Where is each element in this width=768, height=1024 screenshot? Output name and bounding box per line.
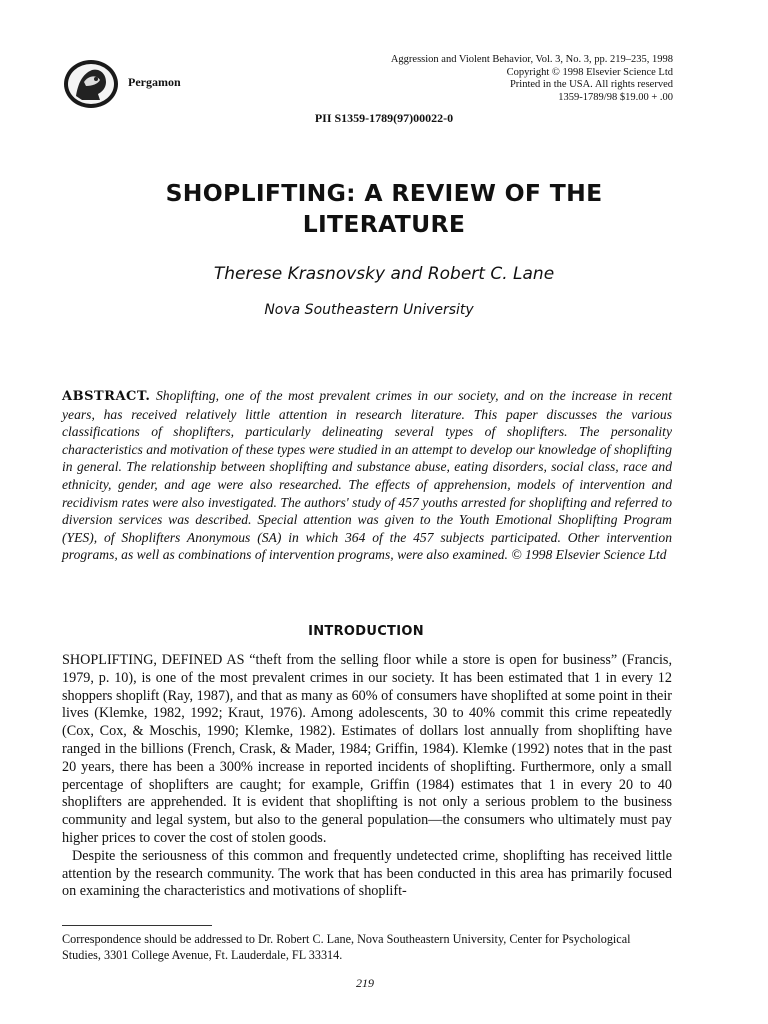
paragraph-2: Despite the seriousness of this common and frequently undetected crime, shoplifting has received little attention by the research community. The work that has been conducted in this area has primarily focused on examining the characteristics and motivations of shoplift- [62,847,672,900]
title-line-2: LITERATURE [302,210,466,238]
page-number: 219 [356,976,374,990]
elsevier-tree-seal-icon [62,58,120,110]
paragraph-1: SHOPLIFTING, DEFINED AS “theft from the selling floor while a store is open for business” (Francis, 1979, p. 10), is one of the most prevalent crimes in our society. It has been estimated that 1 in every 12 shoppers shoplift (Ray, 1987), and that as many as 60% of consumers have shoplifted at some point in their lives (Klemke, 1982, 1992; Kraut, 1976). Among adolescents, 30 to 40% commit this crime repeatedly (Cox, Cox, & Moschis, 1990; Klemke, 1982). Estimates of dollars lost annually from shoplifting have ranged in the billions (French, Crask, & Mader, 1984; Griffin, 1984). Klemke (1992) notes that in the past 20 years, there has been a 300% increase in reported incidents of shoplifting. Furthermore, only a small percentage of shoplifters are caught; for example, Griffin (1984) estimates that 1 in every 20 to 40 shoplifters are apprehended. It is evident that shoplifting is not only a serious problem to the business community and legal system, but also to the general population—the consumers who ultimately must pay higher prices to cover the cost of stolen goods. [62,652,672,846]
title-line-1: SHOPLIFTING: A REVIEW OF THE [165,179,603,207]
issn-price-line: 1359-1789/98 $19.00 + .00 [558,91,673,103]
article-title [0,178,768,240]
journal-citation: Aggression and Violent Behavior, Vol. 3, No. 3, pp. 219–235, 1998 [390,54,673,65]
abstract-label: ABSTRACT. [62,389,151,404]
footnote-divider [62,925,212,926]
introduction-body [62,652,672,901]
publisher-name: Pergamon [128,75,181,89]
journal-metadata [391,54,673,104]
correspondence-footnote: Correspondence should be addressed to Dr. Robert C. Lane, Nova Southeastern University, Center for Psychological Studies, 3301 College Avenue, Ft. Lauderdale, FL 33314. [62,932,631,962]
author-list: Therese Krasnovsky and Robert C. Lane [213,264,555,284]
author-affiliation: Nova Southeastern University [264,302,474,318]
abstract-text: Shoplifting, one of the most prevalent crimes in our society, and on the increase in recent years, has received relatively little attention in research literature. This paper discusses the various classifications of shoplifters, particularly delineating several types of shoplifters. The personality characteristics and motivation of these types were studied in an attempt to develop our knowledge of shoplifting in general. The relationship between shoplifting and substance abuse, eating disorders, social class, race and ethnicity, gender, and age were also researched. The effects of apprehension, models of intervention and recidivism rates were also investigated. The authors' study of 457 youths arrested for shoplifting and referred to diversion services was described. Special attention was given to the Youth Emotional Shoplifting Program (YES), of Shoplifters Anonymous (SA) in which 364 of the 457 subjects participated. Other intervention programs, as well as combinations of intervention programs, were also examined. © 1998 Elsevier Science Ltd [62,388,672,563]
publisher-logo [62,58,120,110]
section-heading-introduction: INTRODUCTION [308,624,424,639]
abstract [62,387,672,564]
copyright-line: Copyright © 1998 Elsevier Science Ltd [506,66,673,78]
pii-identifier: PII S1359-1789(97)00022-0 [314,111,454,125]
rights-line: Printed in the USA. All rights reserved [509,79,673,90]
